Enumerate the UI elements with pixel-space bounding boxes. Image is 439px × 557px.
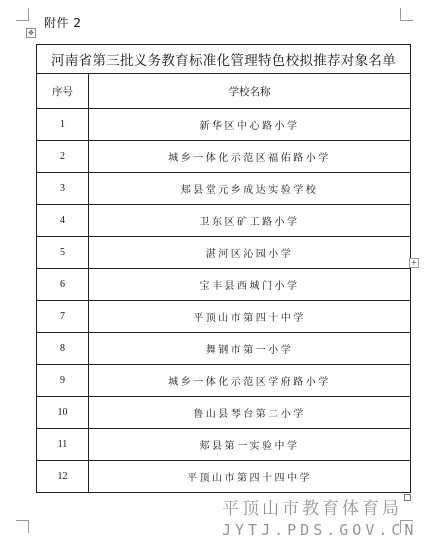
school-name: 湛河区沁园小学 — [89, 237, 411, 269]
table-row — [37, 397, 411, 429]
row-number: 6 — [37, 269, 89, 301]
table-title: 河南省第三批义务教育标准化管理特色校拟推荐对象名单 — [37, 45, 411, 74]
move-handle-icon[interactable]: ✥ — [26, 28, 36, 38]
table-row — [37, 301, 411, 333]
school-name: 城乡一体化示范区福佑路小学 — [89, 141, 411, 173]
table-row — [37, 141, 411, 173]
table-row — [37, 205, 411, 237]
table-resize-handle[interactable] — [404, 494, 411, 501]
table-header-row — [37, 74, 411, 109]
table-row — [37, 429, 411, 461]
row-number: 10 — [37, 397, 89, 429]
school-name: 卫东区矿工路小学 — [89, 205, 411, 237]
row-number: 8 — [37, 333, 89, 365]
table-row — [37, 237, 411, 269]
table-row — [37, 333, 411, 365]
row-number: 4 — [37, 205, 89, 237]
table-row — [37, 461, 411, 493]
watermark-line2: JYTJ.PDS.GOV.CN — [222, 521, 418, 539]
school-name: 宝丰县西城门小学 — [89, 269, 411, 301]
crop-mark-top-left — [16, 8, 29, 21]
school-name: 城乡一体化示范区学府路小学 — [89, 365, 411, 397]
watermark — [222, 501, 439, 538]
row-number: 2 — [37, 141, 89, 173]
row-number: 3 — [37, 173, 89, 205]
watermark-line1: 平顶山市教育体育局 — [222, 499, 402, 519]
school-name: 新华区中心路小学 — [89, 109, 411, 141]
column-header-number: 序号 — [37, 74, 89, 109]
school-name: 郏县第一实验中学 — [89, 429, 411, 461]
row-number: 9 — [37, 365, 89, 397]
crop-mark-top-right — [400, 8, 413, 21]
row-number: 11 — [37, 429, 89, 461]
school-name: 郏县堂元乡成达实验学校 — [89, 173, 411, 205]
row-number: 5 — [37, 237, 89, 269]
table-row — [37, 365, 411, 397]
school-list-table — [36, 44, 411, 493]
row-number: 7 — [37, 301, 89, 333]
school-name: 舞钢市第一小学 — [89, 333, 411, 365]
school-name: 鲁山县琴台第二小学 — [89, 397, 411, 429]
crop-mark-bottom-left — [16, 520, 29, 533]
table-row — [37, 109, 411, 141]
row-number: 12 — [37, 461, 89, 493]
column-header-school-name: 学校名称 — [89, 74, 411, 109]
school-name: 平顶山市第四十四中学 — [89, 461, 411, 493]
table-title-row — [37, 45, 411, 74]
row-number: 1 — [37, 109, 89, 141]
plus-icon[interactable]: + — [410, 258, 418, 267]
school-name: 平顶山市第四十中学 — [89, 301, 411, 333]
attachment-label: 附件 2 — [44, 16, 82, 30]
table-row — [37, 173, 411, 205]
table-row — [37, 269, 411, 301]
